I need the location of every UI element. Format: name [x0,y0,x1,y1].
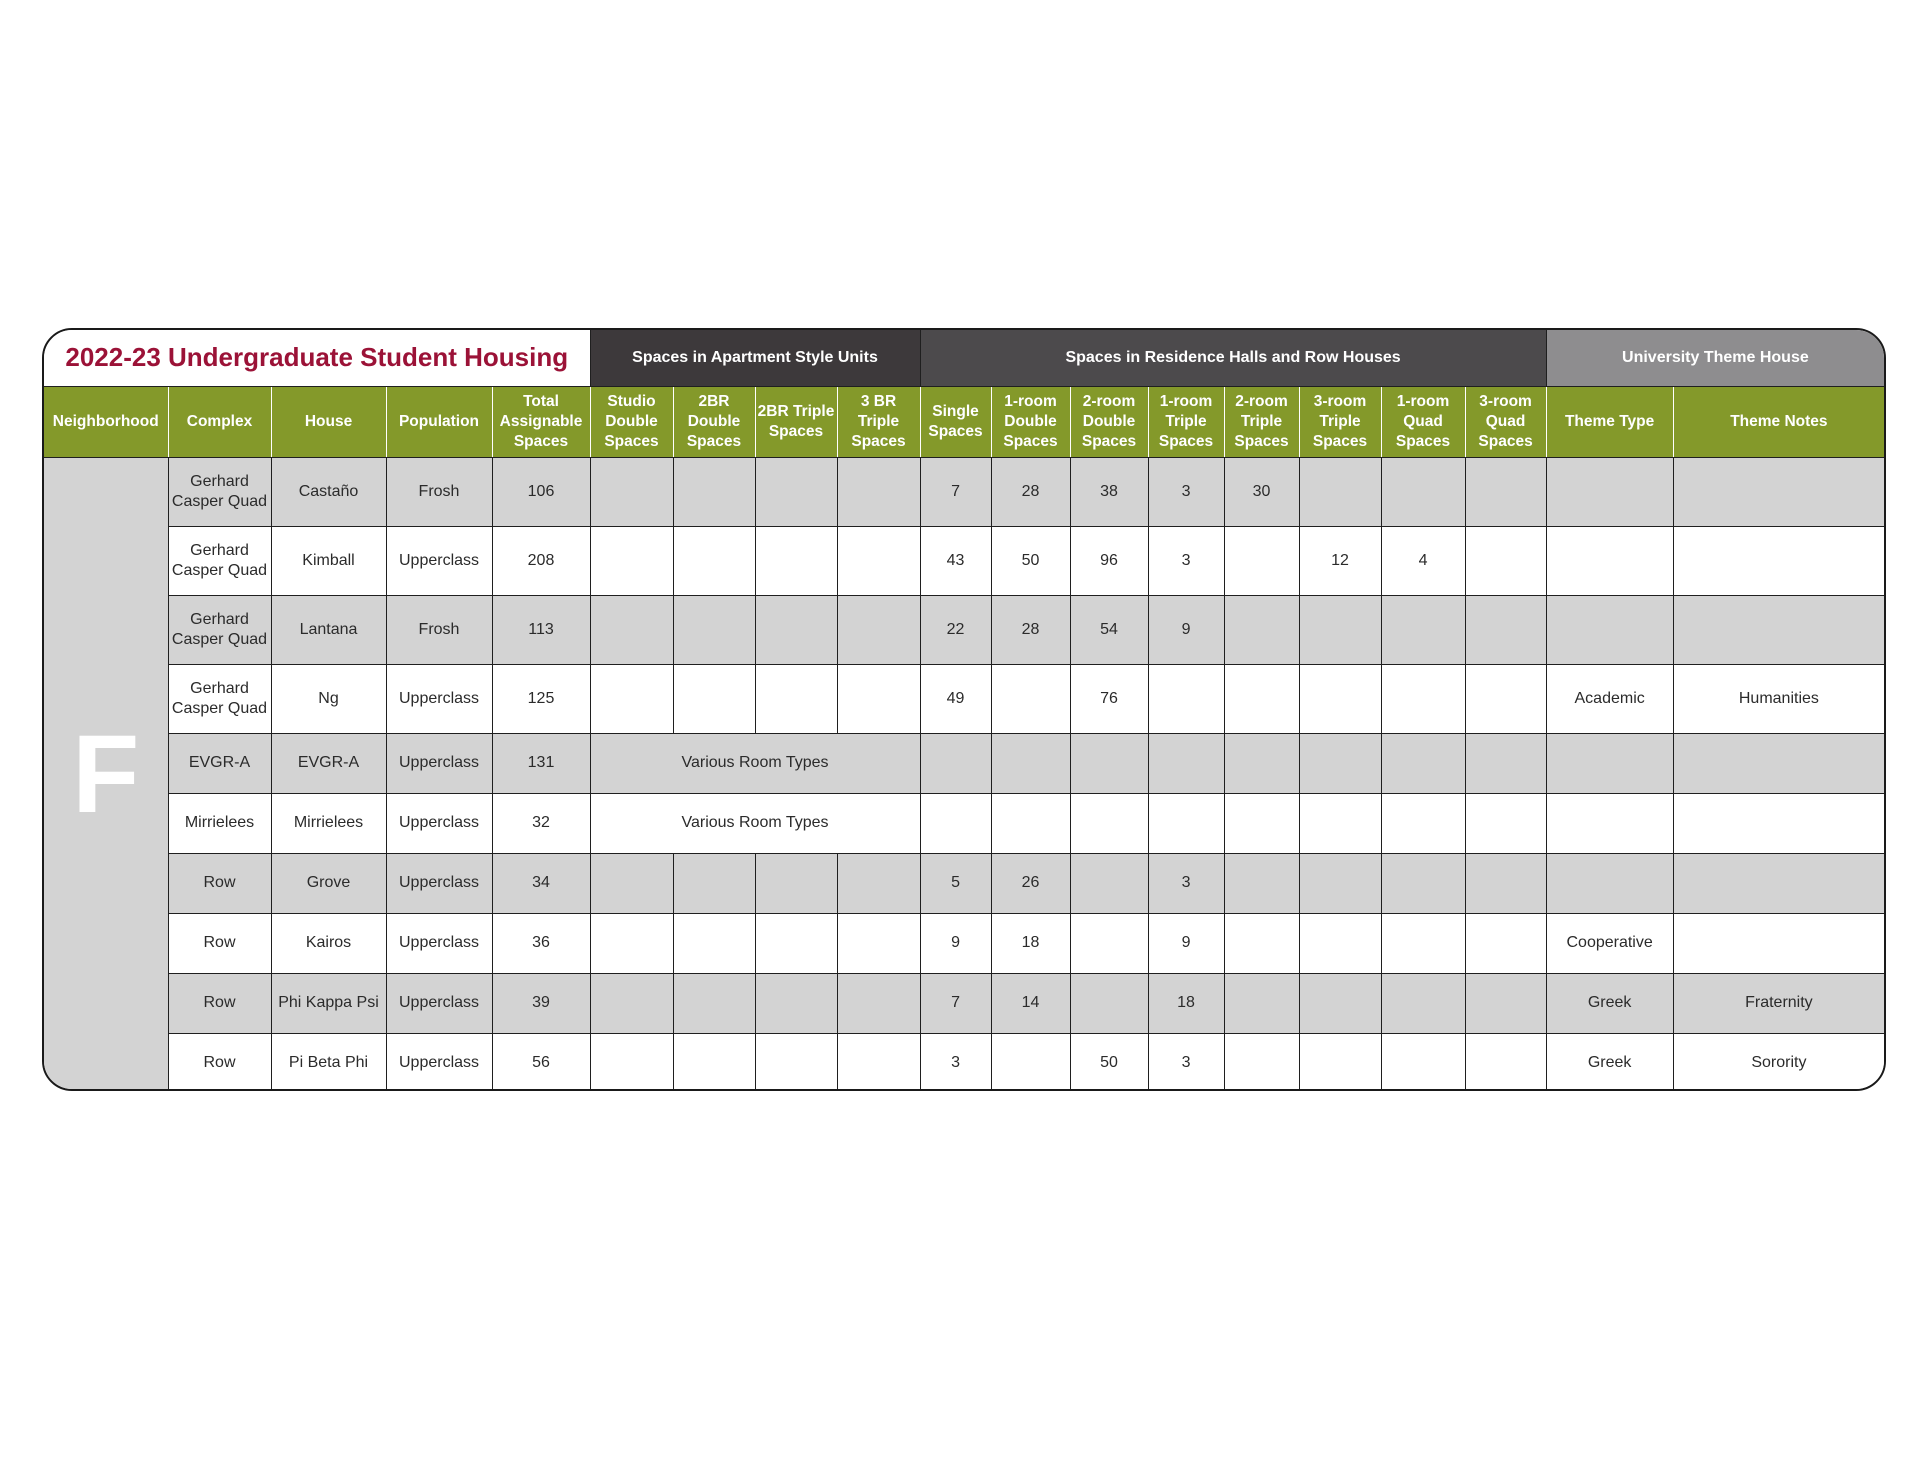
residence-space-cell [1224,1034,1299,1092]
residence-space-cell: 28 [991,458,1070,527]
residence-space-cell [1070,854,1148,914]
apartment-space-cell [755,914,837,974]
table-row [44,665,1884,734]
apartment-space-cell [590,458,673,527]
residence-space-cell [1465,974,1546,1034]
residence-space-cell [1224,854,1299,914]
residence-space-cell [1465,854,1546,914]
apartment-space-cell [590,665,673,734]
column-header: 1-room Quad Spaces [1381,387,1465,458]
apartment-space-cell [755,458,837,527]
residence-space-cell: 14 [991,974,1070,1034]
residence-space-cell: 76 [1070,665,1148,734]
column-header: Theme Notes [1673,387,1884,458]
various-room-types-cell: Various Room Types [590,734,920,794]
residence-space-cell: 43 [920,527,991,596]
population-cell: Upperclass [386,914,492,974]
group-apartment: Spaces in Apartment Style Units [590,330,920,387]
apartment-space-cell [755,854,837,914]
residence-space-cell [1299,665,1381,734]
apartment-space-cell [755,974,837,1034]
residence-space-cell [1224,527,1299,596]
apartment-space-cell [673,458,755,527]
column-header: 3 BR Triple Spaces [837,387,920,458]
residence-space-cell [1381,1034,1465,1092]
theme-notes-cell: Humanities [1673,665,1884,734]
table-row [44,734,1884,794]
residence-space-cell [1381,734,1465,794]
residence-space-cell [920,734,991,794]
residence-space-cell [1465,1034,1546,1092]
apartment-space-cell [590,1034,673,1092]
table-row [44,1034,1884,1092]
residence-space-cell [1465,458,1546,527]
residence-space-cell [1224,914,1299,974]
theme-notes-cell [1673,734,1884,794]
house-cell: Phi Kappa Psi [271,974,386,1034]
complex-cell: Gerhard Casper Quad [168,458,271,527]
residence-space-cell [1224,596,1299,665]
total-cell: 208 [492,527,590,596]
apartment-space-cell [590,914,673,974]
column-header: Population [386,387,492,458]
residence-space-cell [991,734,1070,794]
theme-type-cell: Greek [1546,974,1673,1034]
residence-space-cell: 18 [1148,974,1224,1034]
total-cell: 39 [492,974,590,1034]
residence-space-cell [1070,794,1148,854]
residence-space-cell: 49 [920,665,991,734]
residence-space-cell [1381,458,1465,527]
table-row [44,458,1884,527]
theme-notes-cell [1673,458,1884,527]
residence-space-cell [1299,914,1381,974]
apartment-space-cell [837,854,920,914]
apartment-space-cell [837,974,920,1034]
population-cell: Upperclass [386,1034,492,1092]
column-header: 2-room Double Spaces [1070,387,1148,458]
total-cell: 113 [492,596,590,665]
population-cell: Upperclass [386,974,492,1034]
apartment-space-cell [837,596,920,665]
residence-space-cell [1465,914,1546,974]
residence-space-cell [1224,734,1299,794]
column-header: 1-room Triple Spaces [1148,387,1224,458]
apartment-space-cell [837,914,920,974]
theme-type-cell [1546,527,1673,596]
total-cell: 106 [492,458,590,527]
residence-space-cell [1070,974,1148,1034]
apartment-space-cell [673,854,755,914]
apartment-space-cell [673,665,755,734]
residence-space-cell: 9 [1148,596,1224,665]
total-cell: 36 [492,914,590,974]
residence-space-cell: 50 [1070,1034,1148,1092]
theme-type-cell [1546,794,1673,854]
residence-space-cell: 50 [991,527,1070,596]
house-cell: Castaño [271,458,386,527]
theme-type-cell: Cooperative [1546,914,1673,974]
theme-notes-cell [1673,596,1884,665]
residence-space-cell [1224,794,1299,854]
residence-space-cell: 3 [1148,854,1224,914]
theme-notes-cell: Sorority [1673,1034,1884,1092]
column-header: Theme Type [1546,387,1673,458]
complex-cell: Gerhard Casper Quad [168,665,271,734]
complex-cell: Row [168,974,271,1034]
total-cell: 34 [492,854,590,914]
table-row [44,596,1884,665]
table-row [44,794,1884,854]
column-header: Total Assignable Spaces [492,387,590,458]
residence-space-cell: 54 [1070,596,1148,665]
residence-space-cell [1299,854,1381,914]
apartment-space-cell [837,1034,920,1092]
theme-notes-cell [1673,914,1884,974]
apartment-space-cell [837,665,920,734]
residence-space-cell: 3 [1148,458,1224,527]
various-room-types-cell: Various Room Types [590,794,920,854]
residence-space-cell: 38 [1070,458,1148,527]
residence-space-cell [1465,794,1546,854]
residence-space-cell [1299,458,1381,527]
group-residence: Spaces in Residence Halls and Row Houses [920,330,1546,387]
residence-space-cell [1224,665,1299,734]
residence-space-cell [1224,974,1299,1034]
house-cell: EVGR-A [271,734,386,794]
residence-space-cell [1381,974,1465,1034]
apartment-space-cell [673,1034,755,1092]
apartment-space-cell [590,854,673,914]
residence-space-cell [1381,854,1465,914]
house-cell: Lantana [271,596,386,665]
complex-cell: Gerhard Casper Quad [168,596,271,665]
apartment-space-cell [673,974,755,1034]
apartment-space-cell [755,527,837,596]
house-cell: Grove [271,854,386,914]
house-cell: Kimball [271,527,386,596]
residence-space-cell [991,665,1070,734]
apartment-space-cell [837,458,920,527]
column-header: 3-room Quad Spaces [1465,387,1546,458]
residence-space-cell: 96 [1070,527,1148,596]
residence-space-cell: 9 [920,914,991,974]
residence-space-cell: 30 [1224,458,1299,527]
apartment-space-cell [590,974,673,1034]
residence-space-cell [1381,914,1465,974]
residence-space-cell: 3 [920,1034,991,1092]
residence-space-cell: 22 [920,596,991,665]
residence-space-cell [1148,734,1224,794]
page-title: 2022-23 Undergraduate Student Housing [44,330,590,387]
total-cell: 125 [492,665,590,734]
residence-space-cell [1299,734,1381,794]
population-cell: Frosh [386,458,492,527]
total-cell: 131 [492,734,590,794]
residence-space-cell [1148,794,1224,854]
column-header-row [44,387,1884,458]
residence-space-cell [1465,665,1546,734]
residence-space-cell [1070,914,1148,974]
population-cell: Frosh [386,596,492,665]
apartment-space-cell [837,527,920,596]
column-header: 2-room Triple Spaces [1224,387,1299,458]
apartment-space-cell [755,665,837,734]
residence-space-cell: 3 [1148,1034,1224,1092]
theme-notes-cell [1673,527,1884,596]
residence-space-cell: 28 [991,596,1070,665]
theme-notes-cell [1673,794,1884,854]
group-theme: University Theme House [1546,330,1884,387]
table-row [44,854,1884,914]
column-header: 1-room Double Spaces [991,387,1070,458]
apartment-space-cell [590,527,673,596]
apartment-space-cell [755,1034,837,1092]
apartment-space-cell [673,596,755,665]
apartment-space-cell [755,596,837,665]
theme-type-cell [1546,596,1673,665]
apartment-space-cell [673,914,755,974]
residence-space-cell [1148,665,1224,734]
column-header: 2BR Triple Spaces [755,387,837,458]
theme-type-cell: Academic [1546,665,1673,734]
residence-space-cell: 26 [991,854,1070,914]
residence-space-cell: 9 [1148,914,1224,974]
residence-space-cell [920,794,991,854]
residence-space-cell: 12 [1299,527,1381,596]
population-cell: Upperclass [386,734,492,794]
apartment-space-cell [673,527,755,596]
neighborhood-cell: F [44,458,168,1092]
residence-space-cell [1299,1034,1381,1092]
residence-space-cell: 3 [1148,527,1224,596]
complex-cell: Gerhard Casper Quad [168,527,271,596]
total-cell: 32 [492,794,590,854]
population-cell: Upperclass [386,527,492,596]
theme-type-cell [1546,734,1673,794]
residence-space-cell [1465,734,1546,794]
complex-cell: EVGR-A [168,734,271,794]
house-cell: Ng [271,665,386,734]
residence-space-cell: 4 [1381,527,1465,596]
theme-type-cell [1546,458,1673,527]
residence-space-cell [1381,794,1465,854]
column-header: Neighborhood [44,387,168,458]
residence-space-cell: 18 [991,914,1070,974]
residence-space-cell [1465,527,1546,596]
table-row [44,914,1884,974]
column-header: 2BR Double Spaces [673,387,755,458]
residence-space-cell [1070,734,1148,794]
group-header-row [44,330,1884,387]
theme-notes-cell [1673,854,1884,914]
residence-space-cell [1299,596,1381,665]
complex-cell: Mirrielees [168,794,271,854]
residence-space-cell [991,1034,1070,1092]
apartment-space-cell [590,596,673,665]
residence-space-cell: 7 [920,974,991,1034]
column-header: Single Spaces [920,387,991,458]
house-cell: Mirrielees [271,794,386,854]
residence-space-cell [1381,665,1465,734]
housing-table [44,330,1884,1091]
population-cell: Upperclass [386,854,492,914]
residence-space-cell: 5 [920,854,991,914]
complex-cell: Row [168,854,271,914]
population-cell: Upperclass [386,794,492,854]
table-row [44,527,1884,596]
residence-space-cell [1381,596,1465,665]
total-cell: 56 [492,1034,590,1092]
residence-space-cell [1299,794,1381,854]
complex-cell: Row [168,914,271,974]
residence-space-cell [991,794,1070,854]
residence-space-cell [1465,596,1546,665]
table-row [44,974,1884,1034]
column-header: Studio Double Spaces [590,387,673,458]
residence-space-cell [1299,974,1381,1034]
house-cell: Pi Beta Phi [271,1034,386,1092]
theme-notes-cell: Fraternity [1673,974,1884,1034]
column-header: Complex [168,387,271,458]
column-header: House [271,387,386,458]
residence-space-cell: 7 [920,458,991,527]
house-cell: Kairos [271,914,386,974]
population-cell: Upperclass [386,665,492,734]
column-header: 3-room Triple Spaces [1299,387,1381,458]
housing-table-card [42,328,1886,1091]
theme-type-cell: Greek [1546,1034,1673,1092]
theme-type-cell [1546,854,1673,914]
complex-cell: Row [168,1034,271,1092]
